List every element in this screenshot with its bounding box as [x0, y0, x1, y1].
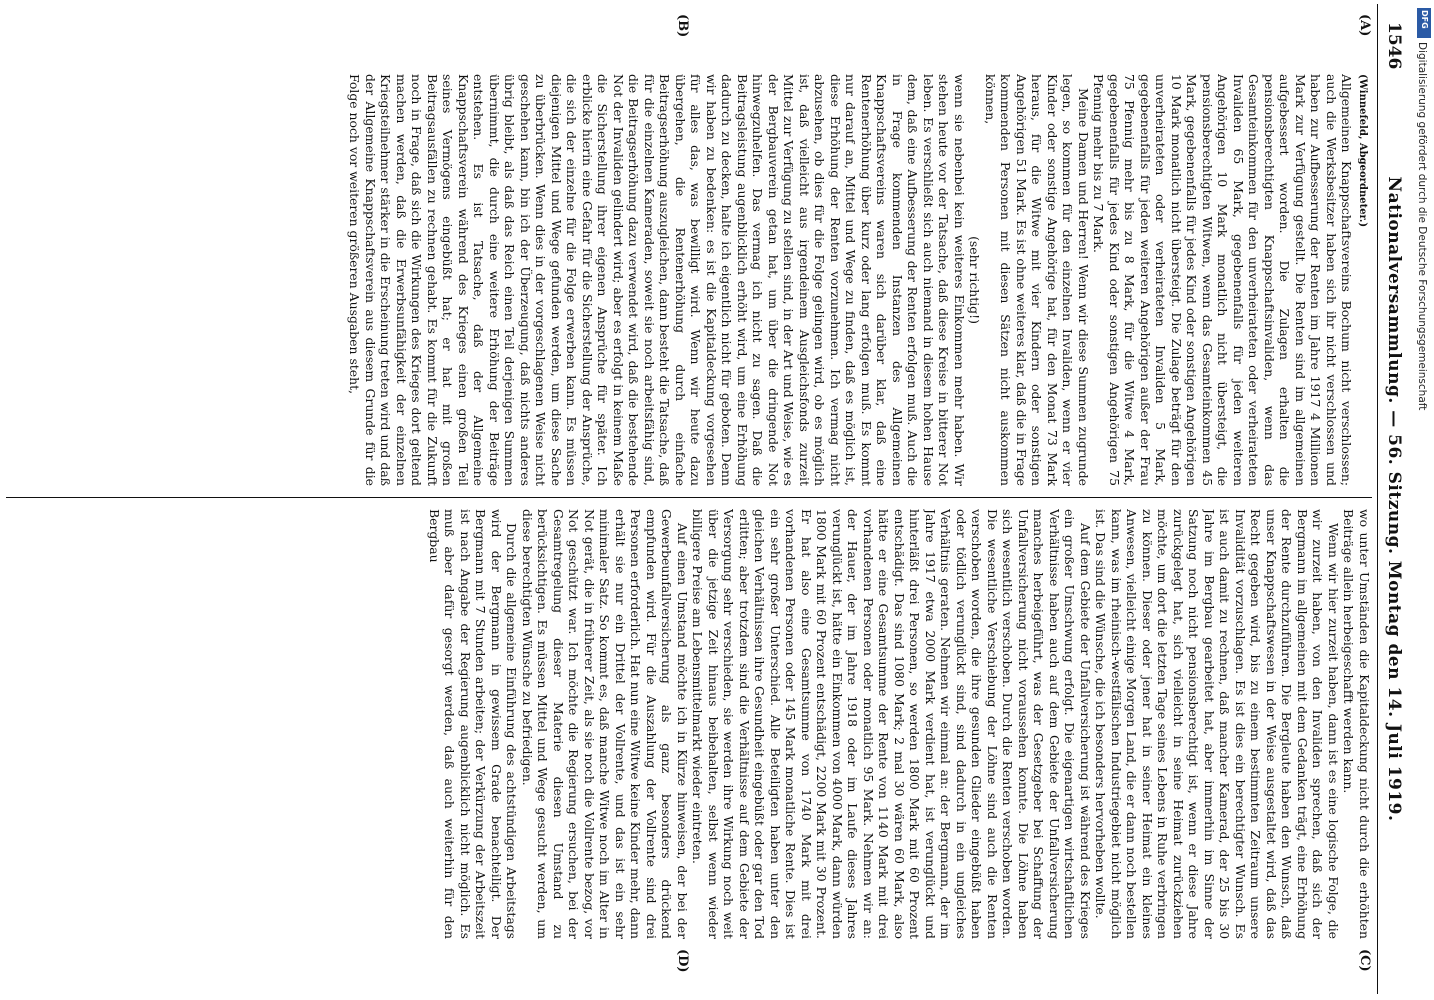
speaker-label: (Winnefeld, Abgeordneter.)	[1357, 74, 1368, 228]
margin-marker-d: (D)	[675, 949, 690, 973]
dfg-logo: DFG	[1417, 8, 1431, 38]
right-paragraph-1: wo unter Umständen die Kapitaldeckung nicht durch die erhöhten Beiträge allein herbeigeschafft werden kann.	[1341, 509, 1372, 939]
right-paragraph-5: Durch die allgemeine Einführung des achtstündigen Arbeitstags wird der Bergmann in gewissem Grade benachteiligt. Der Bergmann mit 7 Stunden arbeiten; der Verkürzung der Arbeitszeit ist nach Angabe der Regierung augenblicklich nicht möglich. Es muß aber dafür gesorgt werden, daß auch weiterhin für den Bergbau	[427, 509, 520, 939]
left-paragraph-1: Allgemeinen Knappschaftsvereins Bochum nicht verschlossen; auch die Werksbesitzer haben sich ihr nicht verschlossen und haben zur Aufbesserung der Renten im Jahre 1917 4 Millionen Mark zur Verfügung gestellt. Die Renten sind im allgemeinen aufgebessert worden. Die Zulagen erhalten die pensionsberechtigten Knappschaftsinvaliden, wenn das Gesamteinkommen für den unverheirateten oder verheirateten Invaliden 65 Mark, gegebenenfalls für jeden weiteren Angehörigen 10 Mark monatlich nicht übersteigt, die pensionsberechtigten Witwen, wenn das Gesamteinkommen 45 Mark, gegebenenfalls für jedes Kind oder sonstigen Angehörigen 10 Mark monatlich nicht übersteigt. Die Zulage beträgt für den unverheirateten oder verheirateten Invaliden 5 Mark, gegebenenfalls für jeden weiteren Angehörigen außer der Frau 75 Pfennig mehr bis zu 8 Mark, für die Witwe 4 Mark, gegebenenfalls für jedes Kind oder sonstigen Angehörigen 75 Pfennig mehr bis zu 7 Mark.	[1091, 74, 1355, 486]
column-divider	[6, 497, 1372, 498]
right-paragraph-4: Auf einen Umstand möchte ich in Kürze hinweisen, der bei der Gewerbeunfallversicherung als ganz besonders drückend empfunden wird. Für die Auszahlung der Vollrente sind drei Personen erforderlich. Hat nun eine Witwe keine Kinder mehr, dann erhält sie nur ein Drittel der Vollrente, und das ist ein sehr minimaler Satz. So kommt es, daß manche Witwe noch im Alter in Not gerät, die in früherer Zeit, als sie noch die Vollrente bezog, vor Not geschützt war. Ich möchte die Regierung ersuchen, bei der Gesamtregelung dieser Materie diesen Umstand zu berücksichtigen. Es müssen Mittel und Wege gesucht werden, um diese berechtigten Wünsche zu befriedigen.	[520, 509, 690, 939]
page-title: Nationalversammlung. — 56. Sitzung. Montag den 14. Juli 1919.	[1384, 176, 1404, 822]
margin-marker-a: (A)	[1357, 14, 1372, 37]
left-paragraph-3: wenn sie nebenbei kein weiteres Einkommen mehr haben. Wir stehen heute vor der Tatsache, daß diese Kreise in bitterer Not leben. Es verschließt sich auch niemand in diesem hohen Hause dem, daß eine Aufbesserung der Renten erfolgen muß. Auch die in Frage kommenden Instanzen des Allgemeinen Knappschaftsvereins waren sich darüber klar, daß eine Rentenerhöhung über kurz oder lang erfolgen muß. Es kommt nur darauf an, Mittel und Wege zu finden, daß es möglich ist, diese Erhöhung der Renten vorzunehmen. Ich vermag nicht abzusehen, ob dies für die Folge gelingen wird, ob es möglich ist, daß vielleicht aus irgendeinem Ausgleichsfonds zurzeit Mittel zur Verfügung zu stellen sind, in der Art und Weise, wie es der Bergbauverein getan hat, um über die dringende Not hinwegzuhelfen. Das vermag ich nicht zu sagen. Daß die Beitragsleistung augenblicklich erhöht wird, um eine Erhöhung dadurch zu decken, halte ich eigentlich nicht für geboten. Denn wir haben zu bedenken: es ist die Kapitaldeckung vorgesehen für alles das, was bewilligt wird. Wenn wir heute dazu übergehen, die Rentenerhöhung durch einfache Beitragserhöhung auszugleichen, dann besteht die Tatsache, daß für die einzelnen Kameraden, soweit sie noch arbeitsfähig sind, die Beitragserhöhung dazu verwendet wird, daß die bestehende Not der Invaliden gelindert wird; aber es erfolgt in keinem Maße die Sicherstellung ihrer eigenen Ansprüche für später. Ich erblicke hierin eine Gefahr für die Sicherstellung der Ansprüche, die sich der einzelne für die Folge erwerben kann. Es müssen diejenigen Mittel und Wege gefunden werden, um diese Sache zu überbrücken. Wenn dies in der vorgeschlagenen Weise nicht geschehen kann, bin ich der Überzeugung, daß nichts anderes übrig bleibt, als daß das Reich einen Teil derjenigen Summen übernimmt, die durch eine weitere Erhöhung der Beiträge entstehen. Es ist Tatsache, daß der Allgemeine Knappschaftsverein während des Krieges einen großen Teil seines Vermögens eingebüßt hat; er hat mit großen Beitragsausfällen zu rechnen gehabt. Es kommt für die Zukunft noch in Frage, daß sich die Wirkungen des Krieges dort geltend machen werden, daß die Erwerbsunfähigkeit der einzelnen Kriegsteilnehmer stärker in die Erscheinung treten wird und daß der Allgemeine Knappschaftsverein aus diesem Grunde für die Folge noch vor weiteren größeren Ausgaben steht,	[347, 74, 967, 486]
interjection: (sehr richtig!)	[967, 236, 983, 324]
right-column	[2, 509, 1372, 939]
right-paragraph-3: Auf dem Gebiete der Unfallversicherung ist während des Krieges ein großer Umschwung erfolgt. Die eigenartigen wirtschaftlichen Verhältnisse haben auch auf dem Gebiete der Unfallversicherung manches herbeigeführt, was der Gesetzgeber bei Schaffung der Unfallversicherung nicht voraussehen konnte. Die Löhne haben sich wesentlich verschoben. Durch die Renten verschoben worden. Die wesentliche Verschiebung der Löhne sind auch die Renten verschoben worden, die ihre gesunden Glieder eingebüßt haben oder tödlich verunglückt sind, sind dadurch in ein ungleiches Verhältnis geraten. Nehmen wir einmal an: der Bergmann, der im Jahre 1917 etwa 2000 Mark verdient hat, ist verunglückt und hinterläßt drei Personen, so werden 1800 Mark mit 60 Prozent entschädigt. Das sind 1080 Mark; 2 mal 30 wären 60 Mark, also hätte er eine Gesamtsumme der Rente von 1140 Mark mit drei vorhandenen Personen oder monatlich 95 Mark. Nehmen wir an: der Hauer, der im Jahre 1918 oder im Laufe dieses Jahres verunglückt ist, hätte ein Einkommen von 4000 Mark, dann würden 1800 Mark mit 60 Prozent entschädigt, 2200 Mark mit 30 Prozent. Er hat also eine Gesamtsumme von 1740 Mark mit drei vorhandenen Personen oder 145 Mark monatliche Rente. Dies ist ein sehr großer Unterschied. Alle Beteiligten haben unter den gleichen Verhältnissen ihre Gesundheit eingebüßt oder gar den Tod erlitten; aber trotzdem sind die Verhältnisse auf dem Gebiete der Versorgung sehr verschieden, sie werden ihre Wirkung noch weit über die jetzige Zeit hinaus beibehalten, selbst wenn wieder billigere Preise am Lebensmittelmarkt wieder eintreten.	[690, 509, 1093, 939]
page-header	[1377, 4, 1412, 994]
digitization-footer	[1416, 42, 1432, 602]
left-paragraph-2: Meine Damen und Herren! Wenn wir diese Summen zugrunde legen, so kommen für den einzelnen Invaliden, wenn er vier Kinder oder sonstige Angehörige hat, für den Monat 73 Mark heraus, für die Witwe mit vier Kindern oder sonstigen Angehörigen 51 Mark. Es ist ohne weiteres klar, daß die in Frage kommenden Personen mit diesen Sätzen nicht auskommen können,	[983, 74, 1091, 486]
digitization-note: Digitalisierung gefördert durch die Deutsche Forschungsgemeinschaft	[1416, 42, 1428, 411]
right-paragraph-2: Wenn wir hier zurzeit haben, dann ist es eine logische Folge, die wir zurzeit haben, von den Invaliden sprechen, daß sich der Bergmann im allgemeinen mit dem Gedanken trägt, eine Erhöhung der Rente durchzuführen. Die Bergleute haben den Wunsch, daß unser Knappschaftswesen in der Weise ausgestaltet wird, daß das Recht gegeben wird, bis zu einem bestimmten Zeitraum unsere Invalidität vorzuschlagen. Es ist dies ein berechtigter Wunsch. Es ist auch damit zu rechnen, daß mancher Kamerad, der 25 bis 30 Jahre im Bergbau gearbeitet hat, aber immerhin im Sinne der Satzung noch nicht pensionsberechtigt ist, wenn er diese Jahre zurückgelegt hat, sich vielleicht in seine Heimat zurückziehen möchte, um dort die letzten Tage seines Lebens in Ruhe verbringen zu können. Dieser oder jener hat in seiner Heimat ein kleines Anwesen, vielleicht einige Morgen Land, die er dann noch bestellen kann, was im rheinisch-westfälischen Industriegebiet nicht möglich ist. Das sind die Wünsche, die ich besonders hervorheben wollte.	[1093, 509, 1341, 939]
left-column	[2, 74, 1372, 486]
margin-marker-c: (C)	[1357, 949, 1372, 972]
page-number: 1546	[1384, 22, 1404, 70]
document-page	[2, 4, 1412, 994]
margin-marker-b: (B)	[675, 14, 690, 38]
